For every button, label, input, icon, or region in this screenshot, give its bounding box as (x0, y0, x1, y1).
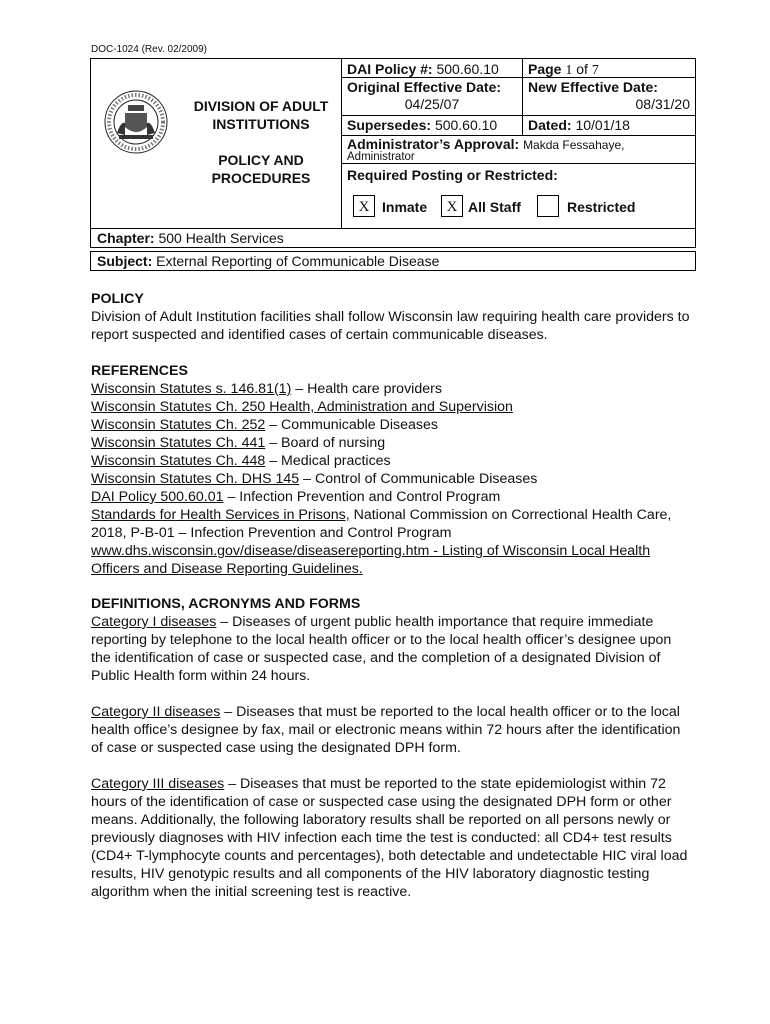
inmate-checkbox[interactable]: X (353, 195, 375, 217)
reference-link[interactable]: Wisconsin Statutes s. 146.81(1) (91, 381, 292, 397)
references-section (91, 362, 691, 578)
subject-row: Subject: External Reporting of Communicable Disease (90, 251, 696, 271)
inmate-label: Inmate (382, 199, 428, 215)
new-effective-label: New Effective Date: (528, 79, 658, 95)
restricted-checkbox[interactable] (537, 195, 559, 217)
reference-item: Wisconsin Statutes s. 146.81(1) – Health care providers (91, 381, 442, 397)
page-count: Page 1 of 7 (528, 61, 599, 78)
definitions-title: DEFINITIONS, ACRONYMS AND FORMS (91, 596, 361, 612)
reference-link[interactable]: Standards for Health Services in Prisons, (91, 507, 350, 523)
reference-item: DAI Policy 500.60.01 – Infection Prevention and Control Program (91, 489, 501, 505)
definition-term: Category II diseases (91, 704, 221, 720)
reference-item (91, 542, 691, 578)
reference-link[interactable]: Wisconsin Statutes Ch. DHS 145 (91, 471, 300, 487)
reference-link[interactable]: Wisconsin Statutes Ch. 441 (91, 435, 266, 451)
doc-id: DOC-1024 (Rev. 02/2009) (91, 44, 207, 55)
policy-text: Division of Adult Institution facilities shall follow Wisconsin law requiring health care providers to report suspected and identified cases of certain communicable diseases. (91, 309, 690, 343)
reference-item: Standards for Health Services in Prisons, National Commission on Correctional Health Care, 2018, P-B-01 – Infection Prevention and Control Program (91, 507, 672, 541)
reference-item: Wisconsin Statutes Ch. DHS 145 – Control of Communicable Diseases (91, 471, 538, 487)
reference-link[interactable]: DAI Policy 500.60.01 (91, 489, 224, 505)
reference-item: Wisconsin Statutes Ch. 252 – Communicable Diseases (91, 417, 438, 433)
reference-link[interactable]: www.dhs.wisconsin.gov/disease/diseasereporting.htm - Listing of Wisconsin Local Health Officers and Disease Reporting Guidelines. (91, 543, 651, 577)
chapter-row: Chapter: 500 Health Services (90, 228, 696, 248)
all-staff-label: All Staff (468, 199, 521, 215)
policy-number: DAI Policy #: 500.60.10 (347, 61, 499, 77)
references-title: REFERENCES (91, 363, 188, 379)
reference-link[interactable]: Wisconsin Statutes Ch. 448 (91, 453, 266, 469)
new-effective-date: 08/31/20 (635, 96, 690, 112)
supersedes: Supersedes: 500.60.10 (347, 117, 498, 133)
reference-item: Wisconsin Statutes Ch. 441 – Board of nursing (91, 435, 386, 451)
division-title: DIVISION OF ADULT INSTITUTIONS (193, 98, 329, 132)
reference-item: Wisconsin Statutes Ch. 448 – Medical practices (91, 453, 391, 469)
policy-procedures-title: POLICY AND PROCEDURES (211, 152, 311, 186)
definition-item: Category II diseases – Diseases that must be reported to the local health officer or to the local health office’s designee by fax, mail or electronic means within 72 hours after the identification of case or suspected case using the designated DPH form. (91, 704, 681, 756)
definitions-section (91, 595, 691, 901)
posting-label: Required Posting or Restricted: (347, 167, 558, 183)
definition-term: Category III diseases (91, 776, 225, 792)
orig-effective-date: 04/25/07 (404, 96, 460, 112)
approver-title: Administrator (347, 151, 415, 163)
administrator-approval: Administrator’s Approval: Makda Fessahaye, (347, 136, 625, 152)
reference-link[interactable]: Wisconsin Statutes Ch. 252 (91, 417, 266, 433)
definition-term: Category I diseases (91, 614, 217, 630)
policy-title: POLICY (91, 291, 144, 307)
policy-section (91, 290, 691, 344)
all-staff-checkbox[interactable]: X (441, 195, 463, 217)
reference-link[interactable]: Wisconsin Statutes Ch. 250 Health, Administration and Supervision (91, 399, 513, 415)
reference-item (91, 398, 691, 416)
restricted-label: Restricted (567, 199, 636, 215)
state-seal-icon (103, 89, 169, 155)
definition-item: Category III diseases – Diseases that must be reported to the state epidemiologist within 72 hours of the identification of case or suspected case using the designated DPH form or other means. Additionally, the following laboratory results shall be reported on all persons newly or previously diagnoses with HIV infection each time the test is conducted: all CD4+ test results (CD4+ T-lymphocyte counts and percentages), both detectable and undetectable HIC viral load results, HIV genotypic results and all components of the HIV laboratory diagnostic testing algorithm when the initial screening test is reactive. (91, 776, 688, 900)
definition-item: Category I diseases – Diseases of urgent public health importance that require immediate reporting by telephone to the local health officer or to the local health officer’s designee upon the identification of case or suspected case, and the completion of a designated Division of Public Health form within 24 hours. (91, 614, 672, 684)
policy-header-box (90, 58, 696, 228)
orig-effective-label: Original Effective Date: (347, 79, 502, 95)
dated: Dated: 10/01/18 (528, 117, 630, 133)
